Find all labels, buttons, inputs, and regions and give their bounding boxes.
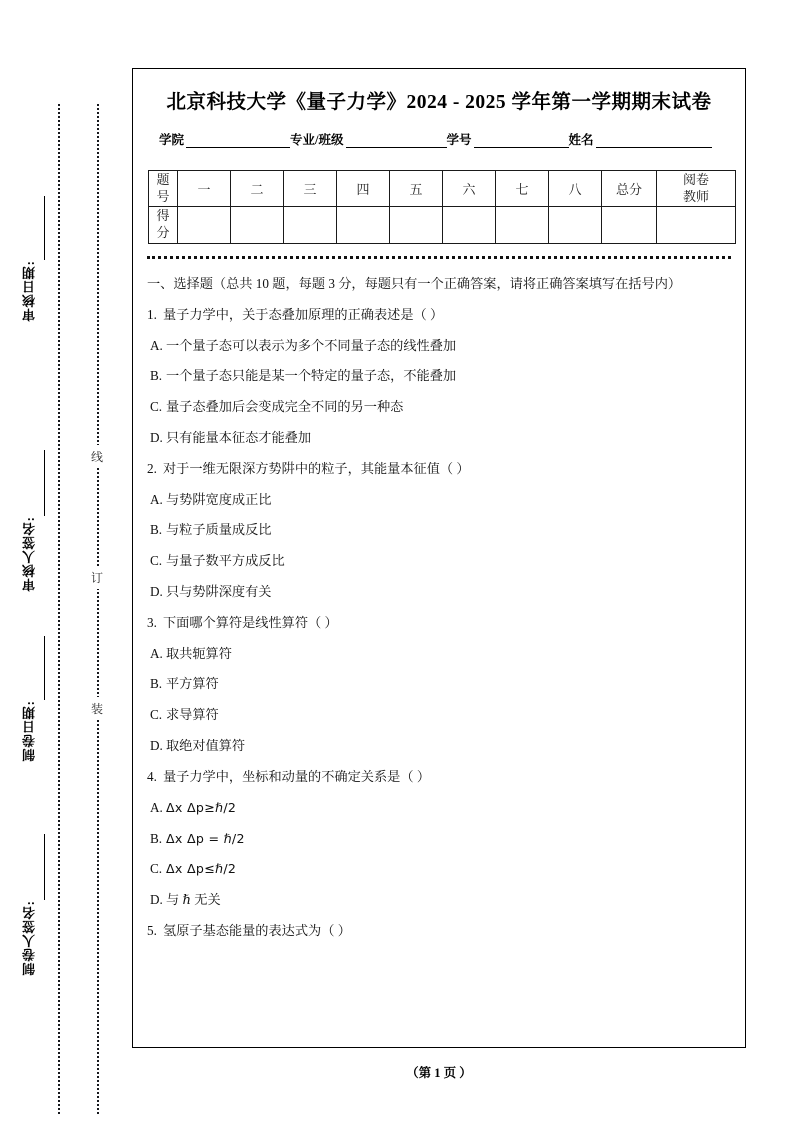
question-4-option-c[interactable] bbox=[147, 859, 729, 879]
cell-question-2: 二 bbox=[231, 171, 284, 207]
question-1-stem bbox=[147, 305, 729, 325]
cell-score-2[interactable] bbox=[231, 207, 284, 243]
question-2-option-c[interactable] bbox=[147, 551, 729, 571]
exam-paper-box bbox=[132, 68, 746, 1048]
question-4-text: 量子力学中，坐标和动量的不确定关系是（ ） bbox=[163, 768, 431, 784]
question-4-option-a[interactable] bbox=[147, 798, 729, 818]
question-3-number: 3. bbox=[147, 614, 157, 630]
margin-label-review-date: 审核日期: bbox=[21, 260, 37, 322]
question-4-option-d-label: D. bbox=[150, 892, 163, 908]
question-4-option-c-text: Δx Δp≤ℏ/2 bbox=[166, 861, 237, 877]
question-2-option-c-text: 与量子数平方成反比 bbox=[166, 553, 285, 569]
cell-question-3: 三 bbox=[284, 171, 337, 207]
question-1-option-c-text: 量子态叠加后会变成完全不同的另一种态 bbox=[166, 399, 404, 415]
cell-score-7[interactable] bbox=[496, 207, 549, 243]
margin-rule-maker-signature bbox=[44, 834, 45, 900]
question-5-stem bbox=[147, 921, 729, 941]
input-student-name[interactable] bbox=[596, 134, 712, 148]
cell-score-3[interactable] bbox=[284, 207, 337, 243]
cell-question-4: 四 bbox=[337, 171, 390, 207]
question-4-option-b[interactable] bbox=[147, 829, 729, 849]
question-4-option-c-label: C. bbox=[150, 861, 163, 877]
cell-row-label-question-number bbox=[149, 171, 178, 207]
margin-rule-reviewer-signature bbox=[44, 450, 45, 516]
row-label-char-de: 得 bbox=[156, 208, 170, 224]
question-1-option-a-label: A. bbox=[150, 337, 163, 353]
row-label-char-ti: 题 bbox=[156, 172, 170, 187]
question-2-option-a-text: 与势阱宽度成正比 bbox=[166, 491, 272, 507]
label-student-id: 学号 bbox=[446, 133, 472, 147]
question-1-option-b[interactable] bbox=[147, 366, 729, 386]
question-2-text: 对于一维无限深方势阱中的粒子，其能量本征值（ ） bbox=[163, 460, 470, 476]
question-2-number: 2. bbox=[147, 460, 157, 476]
question-3-option-c[interactable] bbox=[147, 705, 729, 725]
question-2-stem bbox=[147, 459, 729, 479]
question-4-option-d-text: 与 ℏ 无关 bbox=[166, 892, 221, 908]
question-4-option-a-label: A. bbox=[150, 799, 163, 815]
question-1-option-c-label: C. bbox=[150, 399, 163, 415]
cell-total-label: 总分 bbox=[602, 171, 657, 207]
question-1-option-d[interactable] bbox=[147, 428, 729, 448]
grader-label-line-1: 阅卷 bbox=[682, 172, 709, 187]
question-3-option-b-text: 平方算符 bbox=[166, 676, 219, 692]
cell-score-1[interactable] bbox=[178, 207, 231, 243]
input-major-class[interactable] bbox=[346, 134, 447, 148]
question-4-stem bbox=[147, 767, 729, 787]
cell-question-7: 七 bbox=[496, 171, 549, 207]
margin-label-make-date: 制卷日期: bbox=[21, 700, 37, 762]
cell-row-label-score bbox=[149, 207, 178, 243]
exam-title: 北京科技大学《量子力学》2024 - 2025 学年第一学期期末试卷 bbox=[166, 92, 712, 113]
fold-char-zhuang: 装 bbox=[88, 697, 106, 720]
question-3-option-c-text: 求导算符 bbox=[166, 707, 219, 723]
question-2-option-d[interactable] bbox=[147, 582, 729, 602]
question-4-option-b-label: B. bbox=[150, 830, 163, 846]
student-info-row bbox=[133, 130, 745, 148]
margin-label-maker-signature: 制卷人签名: bbox=[21, 900, 37, 976]
margin-dotted-line-inner bbox=[97, 104, 99, 1114]
question-3-stem bbox=[147, 613, 729, 633]
question-1-option-d-text: 只有能量本征态才能叠加 bbox=[166, 430, 312, 446]
question-2-option-c-label: C. bbox=[150, 553, 163, 569]
question-2-option-b-label: B. bbox=[150, 522, 163, 538]
question-2-option-a[interactable] bbox=[147, 490, 729, 510]
question-1-option-d-label: D. bbox=[150, 430, 163, 446]
margin-label-reviewer-signature: 审核人签名: bbox=[21, 516, 37, 592]
score-table-wrapper bbox=[133, 170, 745, 244]
page-footer: （第 1 页 ） bbox=[406, 1066, 472, 1080]
section-1-heading: 一、选择题（总共 10 题，每题 3 分，每题只有一个正确答案，请将正确答案填写在括号内） bbox=[147, 275, 682, 291]
cell-score-4[interactable] bbox=[337, 207, 390, 243]
binding-margin-strip bbox=[0, 0, 132, 1122]
question-5-text: 氢原子基态能量的表达式为（ ） bbox=[163, 923, 351, 939]
question-3-option-b[interactable] bbox=[147, 674, 729, 694]
question-3-option-b-label: B. bbox=[150, 676, 163, 692]
label-student-name: 姓名 bbox=[568, 133, 594, 147]
question-2-option-a-label: A. bbox=[150, 491, 163, 507]
question-3-text: 下面哪个算符是线性算符（ ） bbox=[163, 614, 338, 630]
input-college[interactable] bbox=[186, 134, 290, 148]
table-row-scores bbox=[149, 207, 736, 243]
row-label-char-fen: 分 bbox=[156, 224, 170, 240]
question-2-option-d-text: 只与势阱深度有关 bbox=[166, 584, 272, 600]
question-3-option-a-text: 取共轭算符 bbox=[166, 645, 232, 661]
question-4-number: 4. bbox=[147, 768, 157, 784]
margin-rule-review-date bbox=[44, 196, 45, 260]
question-1-option-b-label: B. bbox=[150, 368, 163, 384]
grader-label-line-2: 教师 bbox=[682, 188, 709, 204]
score-table bbox=[148, 170, 736, 244]
question-1-option-b-text: 一个量子态只能是某一个特定的量子态，不能叠加 bbox=[166, 368, 457, 384]
cell-question-1: 一 bbox=[178, 171, 231, 207]
question-3-option-d[interactable] bbox=[147, 736, 729, 756]
question-3-option-a[interactable] bbox=[147, 644, 729, 664]
question-3-option-a-label: A. bbox=[150, 645, 163, 661]
fold-char-xian: 线 bbox=[88, 445, 106, 468]
question-4-option-a-text: Δx Δp≥ℏ/2 bbox=[166, 799, 237, 815]
question-body bbox=[133, 259, 745, 941]
question-4-option-d[interactable] bbox=[147, 890, 729, 910]
cell-question-6: 六 bbox=[443, 171, 496, 207]
question-4-option-b-text: Δx Δp = ℏ/2 bbox=[166, 830, 245, 846]
question-1-option-a[interactable] bbox=[147, 336, 729, 356]
question-5-number: 5. bbox=[147, 923, 157, 939]
cell-question-8: 八 bbox=[549, 171, 602, 207]
question-2-option-b-text: 与粒子质量成反比 bbox=[166, 522, 272, 538]
question-1-text: 量子力学中，关于态叠加原理的正确表述是（ ） bbox=[163, 306, 444, 322]
cell-score-grader[interactable] bbox=[657, 207, 736, 243]
question-2-option-d-label: D. bbox=[150, 584, 163, 600]
cell-score-5[interactable] bbox=[390, 207, 443, 243]
question-3-option-c-label: C. bbox=[150, 707, 163, 723]
question-1-option-c[interactable] bbox=[147, 397, 729, 417]
fold-char-ding: 订 bbox=[88, 566, 106, 589]
question-3-option-d-text: 取绝对值算符 bbox=[166, 738, 246, 754]
input-student-id[interactable] bbox=[474, 134, 569, 148]
question-1-number: 1. bbox=[147, 306, 157, 322]
cell-score-6[interactable] bbox=[443, 207, 496, 243]
cell-question-5: 五 bbox=[390, 171, 443, 207]
question-2-option-b[interactable] bbox=[147, 520, 729, 540]
question-3-option-d-label: D. bbox=[150, 738, 163, 754]
margin-rule-make-date bbox=[44, 636, 45, 700]
row-label-char-hao: 号 bbox=[156, 188, 170, 204]
cell-grader-label bbox=[657, 171, 736, 207]
cell-score-total[interactable] bbox=[602, 207, 657, 243]
label-major-class: 专业/班级 bbox=[290, 133, 344, 147]
question-1-option-a-text: 一个量子态可以表示为多个不同量子态的线性叠加 bbox=[166, 337, 457, 353]
margin-dotted-line-outer bbox=[58, 104, 60, 1114]
label-college: 学院 bbox=[159, 133, 185, 147]
table-row-question-numbers bbox=[149, 171, 736, 207]
cell-score-8[interactable] bbox=[549, 207, 602, 243]
